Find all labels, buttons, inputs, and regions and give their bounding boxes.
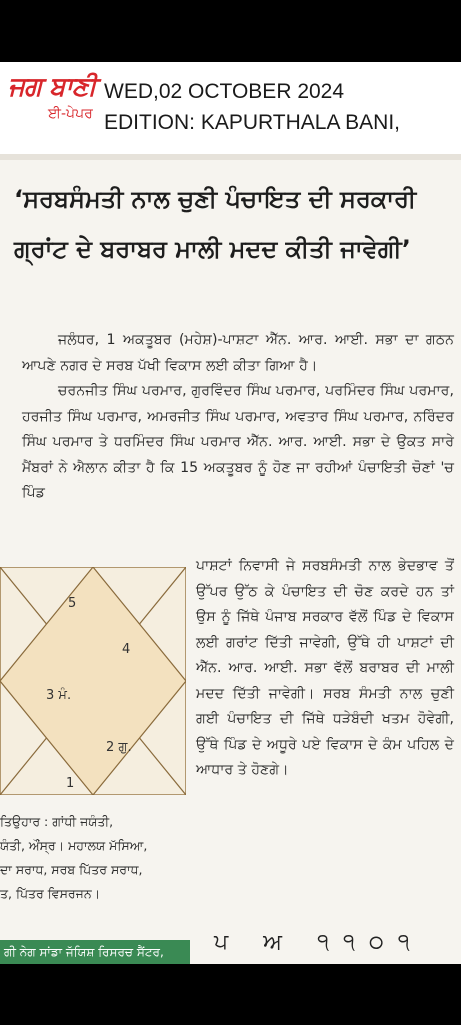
article-body [22,328,454,507]
edition-date: WED,02 OCTOBER 2024 [104,80,345,103]
sidebar-line-4: ਤ, ਪਿੱਤਰ ਵਿਸਰਜਨ। [0,886,101,901]
article-paragraph-2: ਚਰਨਜੀਤ ਸਿੰਘ ਪਰਮਾਰ, ਗੁਰਵਿੰਦਰ ਸਿੰਘ ਪਰਮਾਰ, ਪਰਮਿੰਦਰ ਸਿੰਘ ਪਰਮਾਰ, ਹਰਜੀਤ ਸਿੰਘ ਪਰਮਾਰ, ਅਮਰਜੀਤ ਸਿੰਘ ਪਰਮਾਰ, ਅਵਤਾਰ ਸਿੰਘ ਪਰਮਾਰ, ਨਰਿੰਦਰ ਸਿੰਘ ਪਰਮਾਰ ਤੇ ਧਰਮਿੰਦਰ ਸਿੰਘ ਪਰਮਾਰ ਐੱਨ. ਆਰ. ਆਈ. ਸਭਾ ਦੇ ਉਕਤ ਸਾਰੇ ਮੈਂਬਰਾਂ ਨੇ ਐਲਾਨ ਕੀਤਾ ਹੈ ਕਿ 15 ਅਕਤੂਬਰ ਨੂੰ ਹੋਣ ਜਾ ਰਹੀਆਂ ਪੰਚਾਇਤੀ ਚੋਣਾਂ 'ਚ ਪਿੰਡ [22,383,454,501]
festival-sidebar [0,810,186,906]
horoscope-grid [0,567,186,795]
house-1-label: 1 [66,776,75,791]
sidebar-line-2: ਯੰਤੀ, ਔਂਸ੍ਰ। ਮਹਾਲਯ ਮੱਸਿਆ, [0,838,148,853]
research-center-banner: ਗੀ ਨੇਗ ਸਾਂਡਾ ਜੱਯਿਸ਼ ਰਿਸਰਚ ਸੈਂਟਰ, [0,940,190,964]
horoscope-chart [0,567,186,795]
jagbani-logo [8,72,96,154]
headline-line-2: ਗ੍ਰਾਂਟ ਦੇ ਬਰਾਬਰ ਮਾਲੀ ਮਦਦ ਕੀਤੀ ਜਾਵੇਗੀ’ [14,235,411,263]
house-5-label: 5 [68,596,77,611]
article-paragraph-3: ਪਾਸ਼ਟਾਂ ਨਿਵਾਸੀ ਜੇ ਸਰਬਸੰਮਤੀ ਨਾਲ ਭੇਦਭਾਵ ਤੋਂ ਉੱਪਰ ਉੱਠ ਕੇ ਪੰਚਾਇਤ ਦੀ ਚੋਣ ਕਰਦੇ ਹਨ ਤਾਂ ਉਸ ਨੂੰ ਜਿੱਥੇ ਪੰਜਾਬ ਸਰਕਾਰ ਵੱਲੋਂ ਪਿੰਡ ਦੇ ਵਿਕਾਸ ਲਈ ਗਰਾਂਟ ਦਿੱਤੀ ਜਾਵੇਗੀ, ਉੱਥੇ ਹੀ ਪਾਸ਼ਟਾਂ ਦੀ ਐੱਨ. ਆਰ. ਆਈ. ਸਭਾ ਵੱਲੋਂ ਬਰਾਬਰ ਦੀ ਮਾਲੀ ਮਦਦ ਦਿੱਤੀ ਜਾਵੇਗੀ। ਸਰਬ ਸੰਮਤੀ ਨਾਲ ਚੁਣੀ ਗਈ ਪੰਚਾਇਤ ਦੀ ਜਿੱਥੇ ਧੜੇਬੰਦੀ ਖਤਮ ਹੋਵੇਗੀ, ਉੱਥੇ ਪਿੰਡ ਦੇ ਅਧੂਰੇ ਪਏ ਵਿਕਾਸ ਦੇ ਕੰਮ ਪਹਿਲ ਦੇ ਆਧਾਰ ਤੇ ਹੋਣਗੇ। [196,558,454,778]
cut-divider [0,154,461,160]
logo-title: ਜਗ ਬਾਣੀ [8,72,96,102]
house-3-label: 3 ਮੰ. [46,688,72,703]
newspaper-clipping [0,62,461,964]
house-4-label: 4 [122,642,131,657]
edition-name: EDITION: KAPURTHALA BANI, [104,111,401,134]
masthead [0,62,461,154]
footer-marks: ਪ ਅ ੧੧੦੧ [214,930,424,955]
house-2-label: 2 ਗੁ. [106,740,132,755]
article-headline [14,174,452,274]
sidebar-line-3: ਦਾ ਸਰਾਧ, ਸਰਬ ਪਿੱਤਰ ਸਰਾਧ, [0,862,143,877]
sidebar-line-1: ਤਿਉਹਾਰ : ਗਾਂਧੀ ਜਯੰਤੀ, [0,814,114,829]
logo-subtitle: ਈ-ਪੇਪਰ [48,106,93,122]
headline-line-1: ‘ਸਰਬਸੰਮਤੀ ਨਾਲ ਚੁਣੀ ਪੰਚਾਇਤ ਦੀ ਸਰਕਾਰੀ [14,185,417,213]
article-paragraph-1: ਜਲੰਧਰ, 1 ਅਕਤੂਬਰ (ਮਹੇਸ਼)-ਪਾਸ਼ਟਾ ਐੱਨ. ਆਰ. ਆਈ. ਸਭਾ ਦਾ ਗਠਨ ਆਪਣੇ ਨਗਰ ਦੇ ਸਰਬ ਪੱਖੀ ਵਿਕਾਸ ਲਈ ਕੀਤਾ ਗਿਆ ਹੈ। [22,332,454,374]
